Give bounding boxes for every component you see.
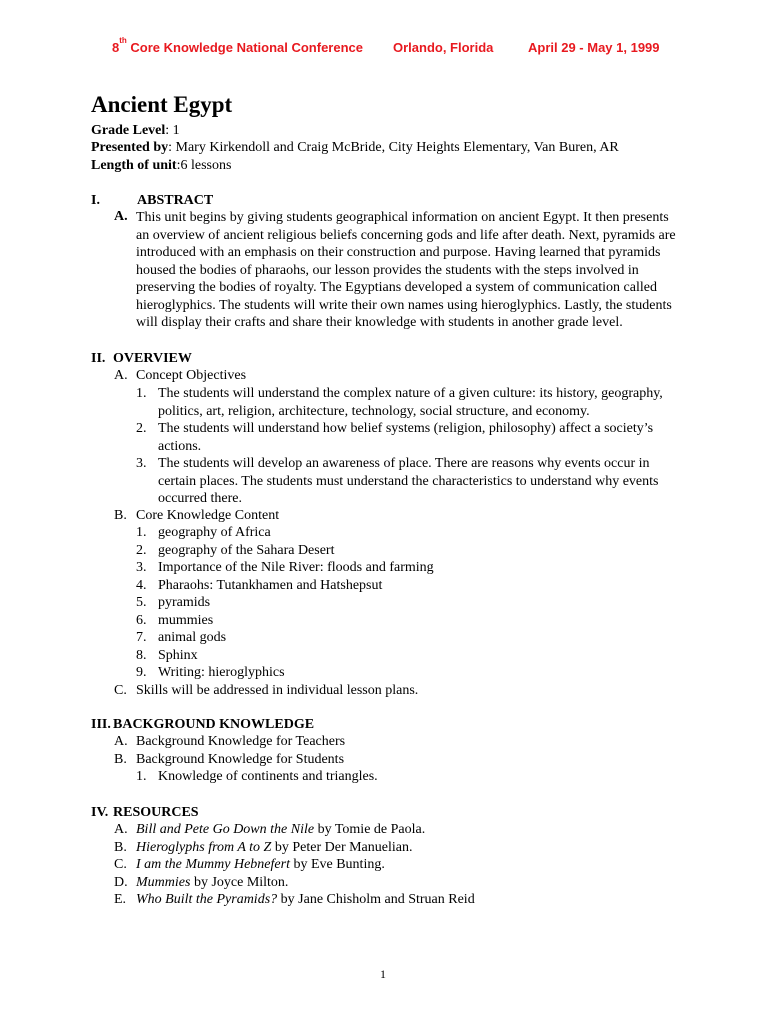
section-abstract-heading xyxy=(91,192,213,209)
section-number: IV. xyxy=(91,805,109,820)
objective-line: occurred there. xyxy=(158,491,242,506)
item-number: 2. xyxy=(136,421,147,436)
resource-citation xyxy=(136,856,385,874)
item-number: 3. xyxy=(136,560,147,575)
book-author: by Peter Der Manuelian. xyxy=(271,839,413,855)
conference-dates: April 29 - May 1, 1999 xyxy=(528,40,660,55)
item-text: Sphinx xyxy=(158,647,198,663)
conference-title: Core Knowledge National Conference xyxy=(126,40,363,55)
book-author: by Tomie de Paola. xyxy=(314,822,426,837)
section-overview-heading xyxy=(91,350,192,367)
presented-by xyxy=(91,139,619,156)
item-number: 9. xyxy=(136,665,147,680)
objective-line: The students will understand how belief systems (religion, philosophy) affect a society’s xyxy=(158,421,654,436)
section-title: OVERVIEW xyxy=(113,351,192,366)
book-title: Bill and Pete Go Down the Nile xyxy=(136,822,315,837)
item-number: 5. xyxy=(136,595,147,610)
unit-length xyxy=(91,157,231,174)
item-label: 1. xyxy=(136,769,147,784)
item-number: 8. xyxy=(136,647,147,663)
item-label: B. xyxy=(114,752,127,767)
page-number: 1 xyxy=(380,967,386,981)
item-text: Concept Objectives xyxy=(136,368,247,383)
item-number: 6. xyxy=(136,612,147,628)
objective-line: actions. xyxy=(158,438,202,454)
section-background-heading xyxy=(91,716,314,733)
item-text: geography of Africa xyxy=(158,525,271,540)
edition-number: 8 xyxy=(112,40,120,55)
item-number: 4. xyxy=(136,577,147,593)
item-label: A. xyxy=(114,368,128,383)
item-number: 1. xyxy=(136,525,147,540)
item-label: C. xyxy=(114,857,127,872)
item-text: Pharaohs: Tutankhamen and Hatshepsut xyxy=(158,577,383,593)
section-title: ABSTRACT xyxy=(137,193,214,208)
presented-label: Presented by xyxy=(91,140,169,155)
item-number: 1. xyxy=(136,386,147,401)
item-label: E. xyxy=(114,892,127,907)
resource-citation xyxy=(136,839,412,857)
grade-level xyxy=(91,122,180,139)
item-text: Importance of the Nile River: floods and farming xyxy=(158,560,434,575)
item-text: Skills will be addressed in individual lesson plans. xyxy=(136,683,419,698)
resource-citation xyxy=(136,874,288,892)
book-title: I am the Mummy Hebnefert xyxy=(136,857,290,872)
book-title: Mummies xyxy=(136,874,191,890)
section-title: BACKGROUND KNOWLEDGE xyxy=(113,717,315,732)
section-title: RESOURCES xyxy=(113,805,199,820)
item-text: Background Knowledge for Teachers xyxy=(136,734,346,749)
resource-citation xyxy=(136,891,475,909)
item-text: Background Knowledge for Students xyxy=(136,752,345,767)
item-number: 2. xyxy=(136,542,147,558)
item-label: B. xyxy=(114,508,127,523)
book-title: Hieroglyphs from A to Z xyxy=(136,839,272,855)
grade-value: : 1 xyxy=(165,123,180,138)
item-text: pyramids xyxy=(158,595,211,610)
presented-value: : Mary Kirkendoll and Craig McBride, City Heights Elementary, Van Buren, AR xyxy=(168,140,619,155)
item-text: mummies xyxy=(158,612,214,628)
section-number: II. xyxy=(91,351,106,366)
book-author: by Jane Chisholm and Struan Reid xyxy=(277,892,475,907)
item-label: C. xyxy=(114,683,127,698)
book-title: Who Built the Pyramids? xyxy=(136,892,278,907)
edition-suffix: th xyxy=(119,36,127,45)
item-label: A. xyxy=(114,822,128,837)
objective-line: politics, art, religion, architecture, technology, social structure, and economy. xyxy=(158,403,590,419)
item-text: Knowledge of continents and triangles. xyxy=(158,769,378,784)
item-text: Writing: hieroglyphics xyxy=(158,665,285,680)
objective-line: The students will understand the complex nature of a given culture: its history, geography, xyxy=(158,386,663,401)
item-number: 3. xyxy=(136,456,147,471)
conference-name xyxy=(112,36,363,55)
item-text: geography of the Sahara Desert xyxy=(158,542,335,558)
length-value: :6 lessons xyxy=(176,158,232,173)
objective-line: The students will develop an awareness of place. There are reasons why events occur in xyxy=(158,456,650,471)
item-number: 7. xyxy=(136,630,147,645)
section-number: I. xyxy=(91,193,100,208)
section-number: III. xyxy=(91,717,111,732)
item-label: A. xyxy=(114,734,128,749)
item-label: D. xyxy=(114,874,128,890)
page-title: Ancient Egypt xyxy=(91,92,233,117)
section-resources-heading xyxy=(91,804,199,821)
page-header xyxy=(0,36,768,60)
book-author: by Joyce Milton. xyxy=(190,874,289,890)
objective-line: certain places. The students must understand the characteristics to understand why events xyxy=(158,473,659,489)
item-text: Core Knowledge Content xyxy=(136,508,280,523)
length-label: Length of unit xyxy=(91,158,177,173)
item-text: animal gods xyxy=(158,630,227,645)
abstract-paragraph: This unit begins by giving students geographical information on ancient Egypt. It then presents an overview of ancient religious beliefs concerning gods and life after death. Next, pyramids are introduced with an emphasis on their construction and purpose. Having learned that pyramids housed the bodies of pharaohs, our lesson provides the students with the steps involved in preserving the bodies of royalty. The Egyptians developed a system of communication called hieroglyphics. The students will write their own names using hieroglyphics. Lastly, the students will display their crafts and share their knowledge with students in another grade level. xyxy=(136,210,676,330)
abstract-label: A. xyxy=(114,209,128,224)
item-label: B. xyxy=(114,839,127,855)
conference-location: Orlando, Florida xyxy=(393,40,494,55)
book-author: by Eve Bunting. xyxy=(289,857,385,872)
grade-label: Grade Level xyxy=(91,123,166,138)
resource-citation xyxy=(136,821,425,839)
